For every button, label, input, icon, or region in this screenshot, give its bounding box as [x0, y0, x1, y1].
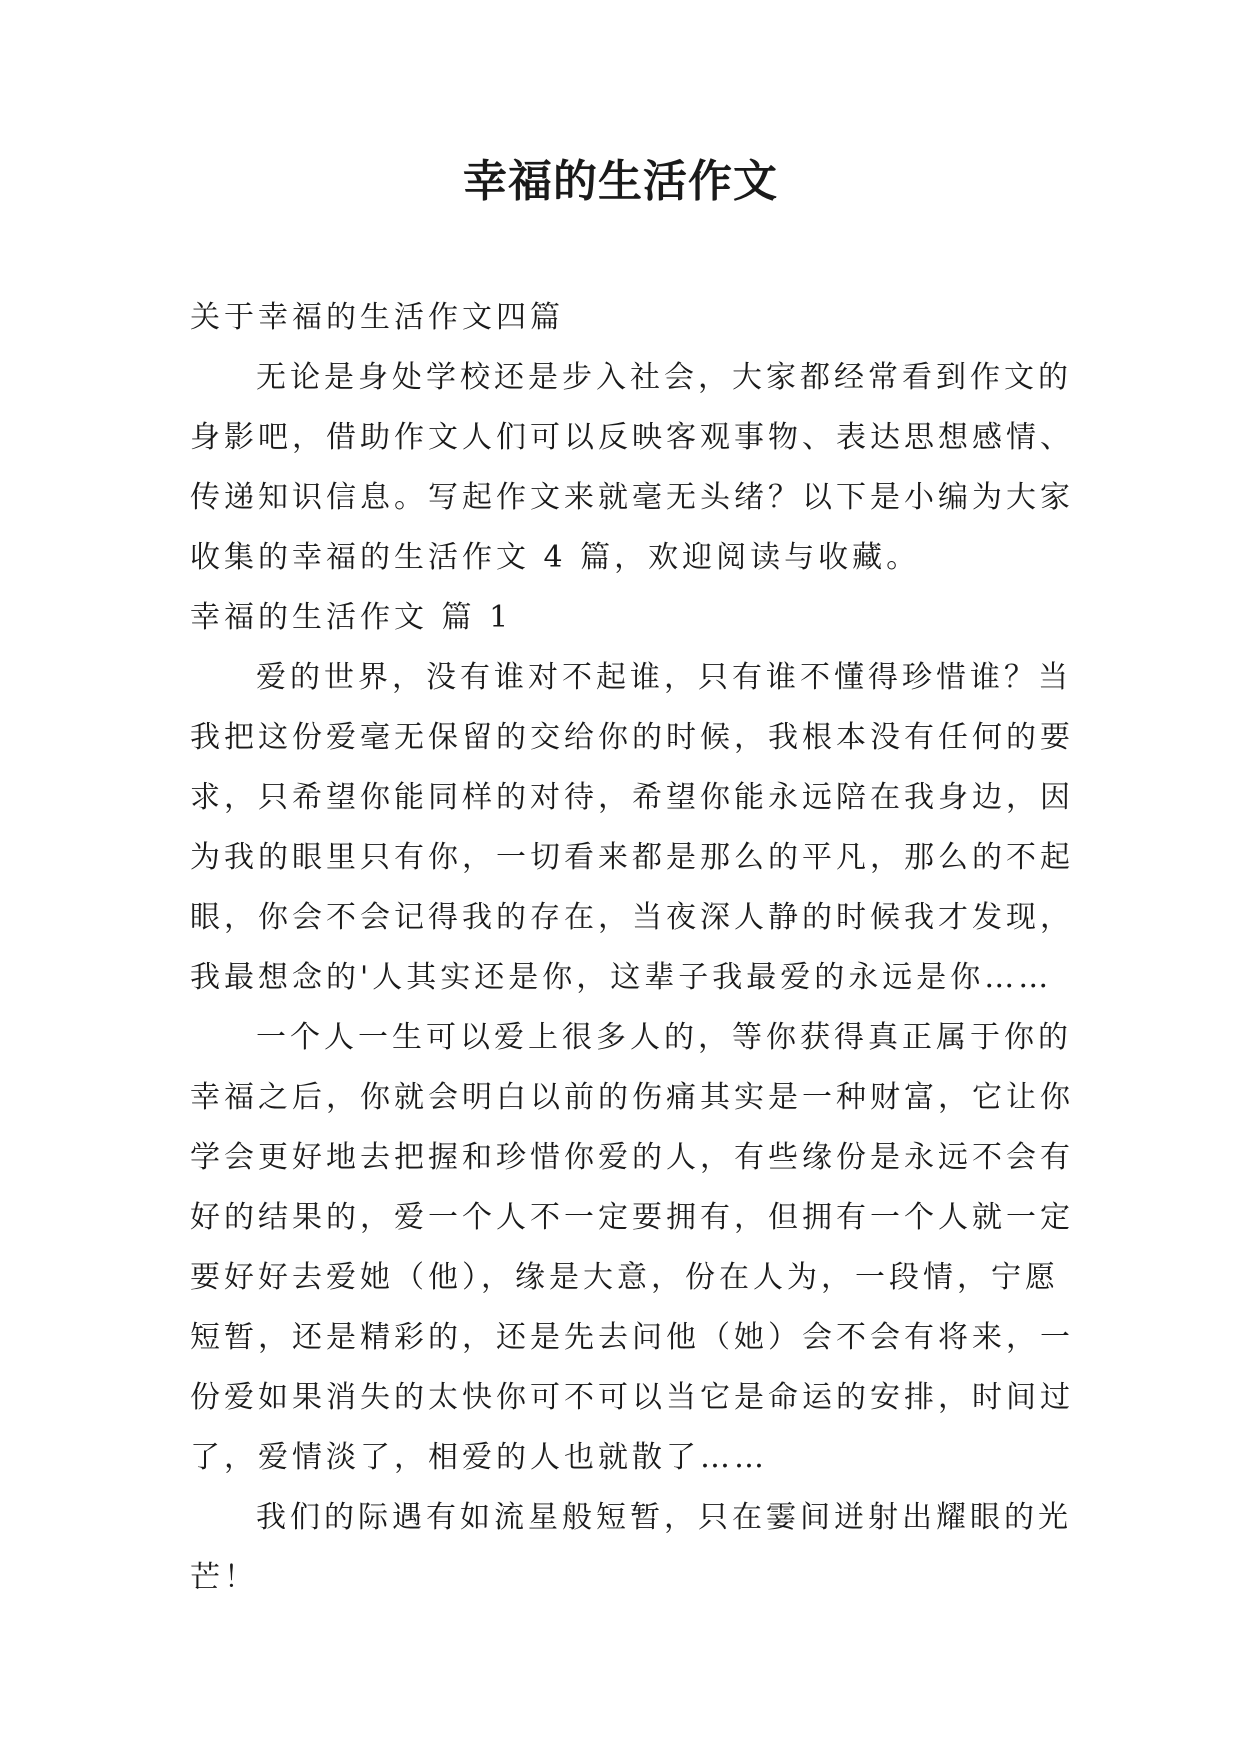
text-line: 芒！ — [190, 1560, 258, 1595]
text-line: 无论是身处学校还是步入社会，大家都经常看到作文的 — [256, 360, 1072, 395]
text-line: 眼，你会不会记得我的存在，当夜深人静的时候我才发现， — [190, 900, 1074, 935]
text-line: 爱的世界，没有谁对不起谁，只有谁不懂得珍惜谁？当 — [256, 660, 1072, 695]
document-title: 幸福的生活作文 — [463, 156, 778, 207]
text-line: 短暂，还是精彩的，还是先去问他（她）会不会有将来，一 — [190, 1320, 1074, 1355]
text-line: 我把这份爱毫无保留的交给你的时候，我根本没有任何的要 — [190, 720, 1074, 755]
document-body — [190, 288, 1074, 1608]
text-line: 幸福之后，你就会明白以前的伤痛其实是一种财富，它让你 — [190, 1080, 1074, 1115]
text-line: 要好好去爱她（他），缘是大意，份在人为，一段情，宁愿 — [190, 1260, 1059, 1295]
text-line: 幸福的生活作文 篇 1 — [190, 600, 513, 635]
text-line: 关于幸福的生活作文四篇 — [190, 300, 564, 335]
text-line: 好的结果的，爱一个人不一定要拥有，但拥有一个人就一定 — [190, 1200, 1074, 1235]
text-line: 了，爱情淡了，相爱的人也就散了…… — [190, 1440, 768, 1475]
text-line: 我们的际遇有如流星般短暂，只在霎间迸射出耀眼的光 — [256, 1500, 1072, 1535]
text-line: 收集的幸福的生活作文 4 篇，欢迎阅读与收藏。 — [190, 540, 921, 575]
text-line: 我最想念的'人其实还是你，这辈子我最爱的永远是你…… — [190, 960, 1053, 995]
text-line: 为我的眼里只有你，一切看来都是那么的平凡，那么的不起 — [190, 840, 1074, 875]
text-line: 求，只希望你能同样的对待，希望你能永远陪在我身边，因 — [190, 780, 1074, 815]
text-line: 份爱如果消失的太快你可不可以当它是命运的安排，时间过 — [190, 1380, 1074, 1415]
text-line: 一个人一生可以爱上很多人的，等你获得真正属于你的 — [256, 1020, 1072, 1055]
text-line: 学会更好地去把握和珍惜你爱的人，有些缘份是永远不会有 — [190, 1140, 1074, 1175]
text-line: 身影吧，借助作文人们可以反映客观事物、表达思想感情、 — [190, 420, 1074, 455]
text-line: 传递知识信息。写起作文来就毫无头绪？以下是小编为大家 — [190, 480, 1074, 515]
